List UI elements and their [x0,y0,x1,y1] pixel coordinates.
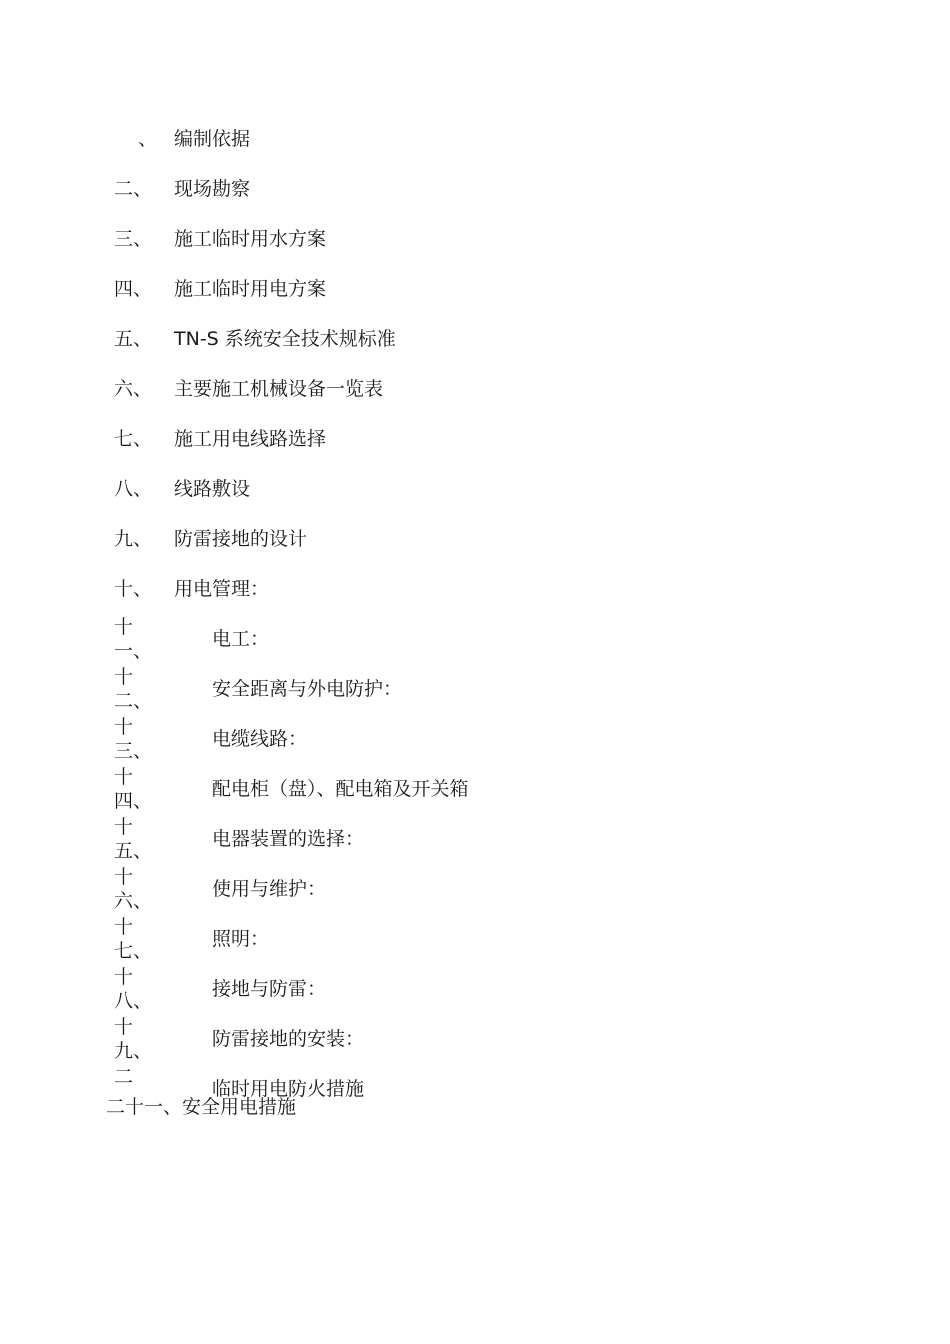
toc-number: 三、 [114,228,153,250]
toc-title-text: 系统安全技术规标准 [218,328,396,350]
toc-title: 施工临时用水方案 [174,228,327,250]
toc-number: 十一、 [114,616,153,662]
toc-title: 防雷接地的设计 [174,528,308,550]
toc-number: 七、 [114,428,153,450]
toc-number: 十三、 [114,716,153,762]
toc-number: 、 [138,128,158,150]
toc-title: 现场勘察 [174,178,251,200]
toc-number: 十五、 [114,816,153,862]
toc-title: 临时用电防火措施 [212,1078,365,1100]
toc-title: 电器装置的选择： [212,828,365,850]
toc-title: 施工用电线路选择 [174,428,327,450]
toc-title: 电工： [212,628,270,650]
toc-title: 施工临时用电方案 [174,278,327,300]
toc-number: 十四、 [114,766,153,812]
toc-title: 照明： [212,928,270,950]
toc-number: 六、 [114,378,153,400]
toc-title: 用电管理： [174,578,270,600]
toc-number: 十九、 [114,1016,153,1062]
toc-title: 主要施工机械设备一览表 [174,378,384,400]
toc-number: 四、 [114,278,153,300]
toc-item-last[interactable]: 二十一、安全用电措施 [106,1096,297,1118]
toc-number: 九、 [114,528,153,550]
toc-number: 五、 [114,328,153,350]
toc-number: 十七、 [114,916,153,962]
toc-number: 十八、 [114,966,153,1012]
toc-number: 二 [114,1066,134,1088]
toc-title: 配电柜（盘）、配电箱及开关箱 [212,778,469,800]
toc-number: 十二、 [114,666,153,712]
toc-title: 防雷接地的安装： [212,1028,365,1050]
toc-title: 线路敷设 [174,478,251,500]
toc-number: 十六、 [114,866,153,912]
toc-title: 接地与防雷： [212,978,327,1000]
toc-title [174,327,396,351]
toc-title: 电缆线路： [212,728,308,750]
toc-number: 八、 [114,478,153,500]
toc-title: 安全距离与外电防护： [212,678,403,700]
toc-title-prefix: TN-S [174,328,219,350]
toc-number: 二、 [114,178,153,200]
toc-title: 使用与维护： [212,878,327,900]
toc-number: 十、 [114,578,153,600]
toc-title: 编制依据 [174,128,251,150]
